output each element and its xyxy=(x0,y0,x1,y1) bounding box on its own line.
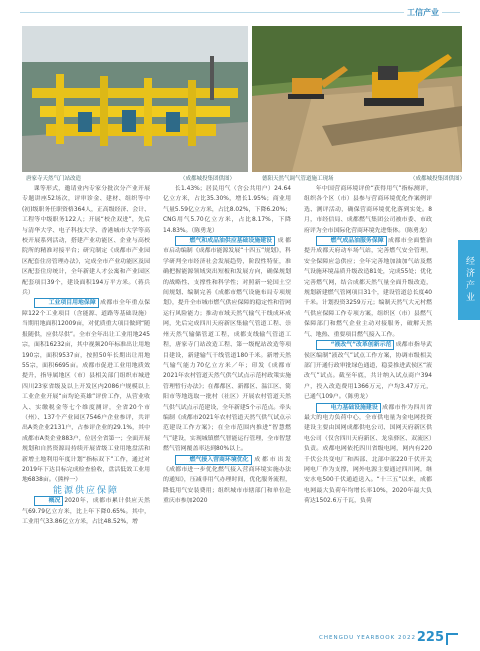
subsection-heading: 电力基础设施建设 xyxy=(316,403,381,413)
paragraph-text: 成都市指导武侯区编制“液改气”试点工作方案，协调市级相关部门开通行政审批绿色通道，稳妥推进武侯区“液改气”试点。截至年底，共计纳入试点商户394户，投入改造费用1366万元，户均3.47万元，已通气109户。 xyxy=(304,342,432,401)
subsection-heading: 燃气接入营商环境优化 xyxy=(175,455,252,465)
paragraph xyxy=(22,298,150,485)
caption-left-credit: （成都城投集团供图） xyxy=(180,176,236,182)
paragraph-text: 长1.43%；居民用气（含公共用户）24.64亿立方米，占比35.30%，增长1.95%；商业用气量5.59亿立方米，占比8.02%，下降6.20%；CNG用气5.70亿立方米，占比8.17%，下降14.83%。 xyxy=(163,186,291,234)
paragraph-text: 年中国营商环境评价“获得用气”指标测评，组织各个区（市）县参与营商环境优化作案例评选、测评活动，确保营商环境优化落到实处。8月，市经信局、成都燃气集团公司被市委、市政府评为全市国际化营商环境先进集体。 xyxy=(304,186,432,234)
paragraph xyxy=(163,455,291,507)
text-column-1 xyxy=(22,184,150,639)
paragraph xyxy=(163,236,291,455)
author-credit: （蒋兵兵） xyxy=(22,279,150,297)
paragraph xyxy=(304,236,432,340)
paragraph xyxy=(304,340,432,402)
author-credit: （陈勇龙） xyxy=(404,227,431,234)
section-header-label: 工信产业 xyxy=(404,7,442,18)
caption-right: 德阳天然气调气管道施工现场 xyxy=(262,176,334,182)
paragraph-text: 成都市启动编制《成都市能源发展“十四五”规划》，科学研判全市经济社会发展趋势，阶段性特征，准确把握能源领域突出短板和发展方向，确保规划的战略性、支撑性和科学性；对照新一轮国土空间规划、编制完善《成都市燃气设施布局专项规划》，提升全市城市燃气供应保障的稳定性和管网运行风险能力；推动市域天然气输气干线成环成网，先后完成四川天府新区集输气管道工程、崇州天然气输储管道工程，成都支线输气管道工程，唐家寺门站改造工程、第一级配站改造等项目建设，新建输气干线管道180千米。新增天然气输气能力70亿立方米／年；印发《成都市2021年农村管道天然气供气试点示范村政策实施管理暂行办法》；在都都区、新都区、温江区、简阳市等地选取一批村（社区）开展农村管道天然气供气试点示范建设，全年新建5个示范点。牵头编制《成都市2021年农村管道天然气供气试点示范建设工作方案》；在全市范围内推进“智慧燃气”建设，实现城镇燃气智能运行管理，全市智慧燃气管网覆盖率达到80%以上。 xyxy=(163,238,291,453)
photo-gate-station xyxy=(22,26,248,172)
author-credit: （陈勇龙） xyxy=(344,394,372,401)
page-number: 225 xyxy=(416,630,444,645)
header-rule xyxy=(20,12,460,13)
footer-brand: CHENGDU YEARBOOK 2022 xyxy=(319,635,416,641)
page-footer xyxy=(0,627,480,651)
paragraph-text: 成都市全年重点保障122个工业项目（含能源、道路等基础设施）当期用地面积12009亩，对优质重大项目做到“随报随供，应供尽供”。全市全年出让工业用地245宗，面积16232亩，其中视频20年标准出让用地190宗，面积9537亩，按照50年长期出让用地55宗，面积6695亩。成都市促进工业用地质效提升，指导属地区（市）县相关部门组织市城进四川23家省级及以上开发区内2086户规模以上工业企业开展“亩均论英雄”评价工作，从营业收入、实缴税金等七个维度测评，全省20个市（州）、137个产业园区7546户企业参评，共评出A类企业2131户，占参评企业的29.1%，其中成都市A类企业883户，位居全省第一；全面开展规划和自然资源局持续开展省级工业用地盘活和新增土地利用年度计划“指标双下”工作，通过对2019年下达目标完成检查验收，盘活低效工业用地6838亩。 xyxy=(22,300,150,484)
subsection-heading: 燃气成品油服务保障 xyxy=(316,236,387,246)
author-credit: （陈勇龙） xyxy=(191,227,218,234)
side-section-tab: 经济产业 xyxy=(458,240,480,320)
caption-left: 唐家寺天然气门站改造 xyxy=(26,176,82,182)
page-corner-mark xyxy=(446,633,458,645)
paragraph xyxy=(163,184,291,236)
text-column-3 xyxy=(304,184,432,639)
subsection-heading: 概况 xyxy=(34,496,64,506)
subsection-heading: 燃气和成品油供应基础设施建设 xyxy=(175,236,275,246)
author-credit: （熊梓一） xyxy=(54,477,82,484)
caption-right-credit: （成都城投集团供图） xyxy=(410,176,466,182)
paragraph-text: 成都市作为四川省最大的电力负荷中心，全市供电量为金电网投资建设主要由国网成都供电公司、国网天府新区供电公司（仅含四川天府新区、龙泉驿区、双流区）负责。成都电网依托四川省级电网，网内有220千伏公共变电厂和西部、北部中部220千伏开关网电厂作为支撑，网外电源主要通过四川网，继安水电500千伏通道送入。“十三五”以来，成都电网最大负荷年均增长率10%，2020年最大负荷达1502.6万千瓦，负荷 xyxy=(304,404,432,505)
paragraph xyxy=(22,184,150,298)
paragraph-text: 课等形式，邀请业内专家分批次分产业开展专题讲座52场次，评审诊金、建材、组织等中(初)级职务任职资格364人，正高级经济、会计、工程等中级职务122人；开展“校企双进”，先后与清华大学、电子科技大学、香港城市大学等高校开展系列活动，搭建产业功能区、企业与高校院所的精准对接平台；研究制定《成都市产业园区配套住房管理办法》，完成全市产业功能区及园区配套住房统计，全年新建人才公寓和产业园区配套项目39个，建设面积194万平方米。 xyxy=(22,186,150,286)
paragraph-text: 2020年，成都市累计供应天然气69.79亿立方米，比上年下降0.65%。其中，工业用气33.86亿立方米，占比48.52%，增 xyxy=(22,498,150,525)
subsection-heading: 工业项目用地保障 xyxy=(34,298,99,308)
paragraph xyxy=(22,496,150,527)
text-column-2 xyxy=(163,184,291,639)
paragraph-text: 成都市全面整治提升成都天府动车场气站，完善燃气安全管理，安全保障应急供应；全年完善地加油加气站及燃气设施环境品质升级改造81处，完成55处；优化完善燃气网，结合成都天然气量全面升级改造，规划新建燃气管网项目31个，建设管道总长度40千米。计划投资3259万元；编制天然气大元村燃气供应保障工作专项方案，组织区（市）县燃气保障部门和燃气企业主动对接服务，破解天然气、地热、重要项目燃气接入工作。 xyxy=(304,238,432,338)
paragraph-text: 成都市出发《成都市进一步优化燃气接入营商环境实施办法的通知》，压减非用气办理时间，优化服务流程，降低用气安装费用；组织城市市辖部门和单位赴重庆市参加2020 xyxy=(163,456,291,505)
paragraph xyxy=(304,184,432,236)
section-title: 能源供应保障 xyxy=(52,485,119,496)
subsection-heading: “液改气”改革创新示范 xyxy=(316,340,395,350)
paragraph xyxy=(304,403,432,507)
photo-pipeline-construction xyxy=(252,26,462,172)
